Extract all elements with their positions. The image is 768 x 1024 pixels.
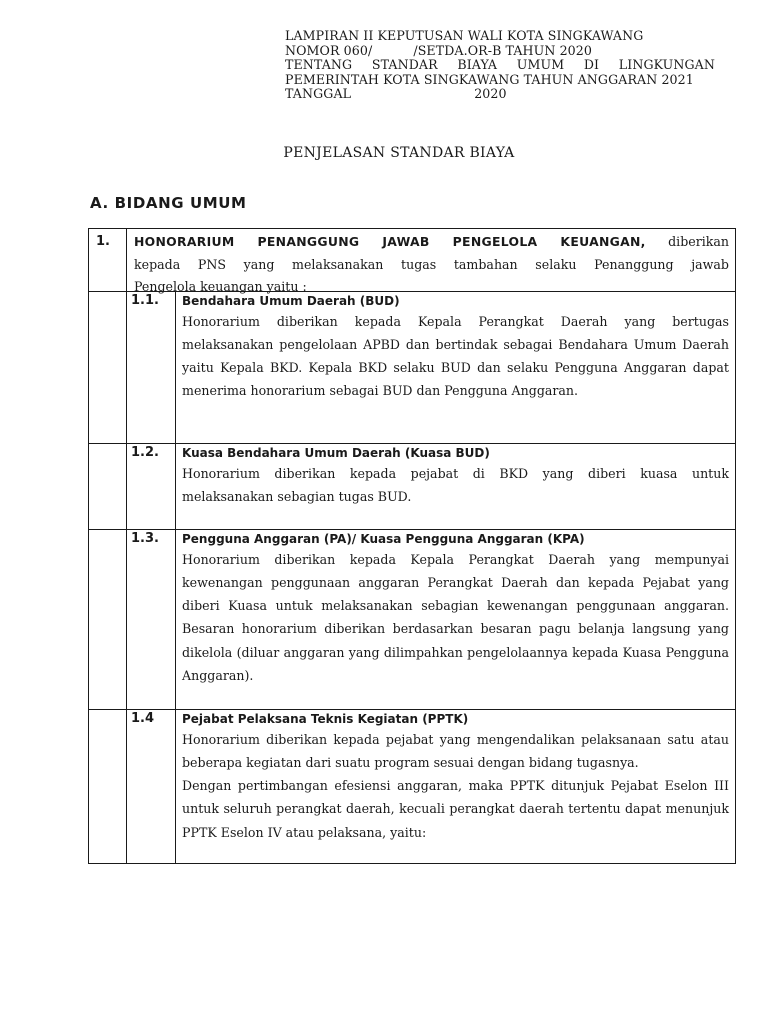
item-1-line-2: kepada PNS yang melaksanakan tugas tambahan selaku Penanggung jawab [134,257,729,273]
subitem-spacer [89,291,127,443]
subitem-row-1-1 [89,291,736,443]
subitem-number: 1.2. [127,443,176,529]
subitem-spacer [89,443,127,529]
subitem-spacer [89,709,127,863]
subitem-title: Pejabat Pelaksana Teknis Kegiatan (PPTK) [182,711,469,726]
item-1-line-3: Pengelola keuangan yaitu : [134,278,307,294]
subitem-title: Pengguna Anggaran (PA)/ Kuasa Pengguna Anggaran (KPA) [182,531,585,546]
header-line-1: LAMPIRAN II KEPUTUSAN WALI KOTA SINGKAWANG [285,28,644,43]
subitem-paragraph: Honorarium diberikan kepada pejabat di BKD yang diberi kuasa untuk melaksanakan sebagian tugas BUD. [182,465,729,504]
subitem-body [176,529,736,709]
decree-header [285,29,715,102]
subitem-body [176,443,736,529]
subitem-paragraph: Honorarium diberikan kepada Kepala Perangkat Daerah yang bertugas melaksanakan pengelolaan APBD dan bertindak sebagai Bendahara Umum Daerah yaitu Kepala BKD. Kepala BKD selaku BUD dan selaku Pengguna Anggaran dapat menerima honorarium sebagai BUD dan Pengguna Anggaran. [182,313,729,399]
subitem-body [176,709,736,863]
item-1-body [127,229,736,292]
subitem-row-1-2 [89,443,736,529]
subitem-title: Kuasa Bendahara Umum Daerah (Kuasa BUD) [182,445,490,460]
header-line-2: NOMOR 060/ /SETDA.OR-B TAHUN 2020 [285,42,593,58]
item-1-row [89,229,736,292]
item-1-line-1 [134,230,729,253]
item-1-number: 1. [89,229,127,292]
item-1-heading: HONORARIUM PENANGGUNG JAWAB PENGELOLA KEUANGAN, [134,234,646,249]
section-title: A. BIDANG UMUM [90,194,247,212]
document-title: PENJELASAN STANDAR BIAYA [283,145,515,161]
header-line-4: PEMERINTAH KOTA SINGKAWANG TAHUN ANGGARAN 2021 [285,71,694,87]
cost-standard-table [88,228,736,864]
subitem-row-1-4 [89,709,736,863]
subitem-spacer [89,529,127,709]
subitem-body [176,291,736,443]
subitem-row-1-3 [89,529,736,709]
item-1-heading-tail: diberikan [645,234,730,249]
subitem-number: 1.3. [127,529,176,709]
subitem-number: 1.4 [127,709,176,863]
header-line-3: TENTANG STANDAR BIAYA UMUM DI LINGKUNGAN [285,57,715,72]
subitem-paragraph: Honorarium diberikan kepada Kepala Perangkat Daerah yang mempunyai kewenangan penggunaan anggaran Perangkat Daerah dan kepada Pejabat yang diberi Kuasa untuk melaksanakan sebagian kewenangan penggunaan anggaran. Besaran honorarium diberikan berdasarkan besaran pagu belanja langsung yang dikelola (diluar anggaran yang dilimpahkan pengelolaannya kepada Kuasa Pengguna Anggaran). [182,551,729,684]
subitem-paragraph: Honorarium diberikan kepada pejabat yang mengendalikan pelaksanaan satu atau beberapa kegiatan dari suatu program sesuai dengan bidang tugasnya. [182,731,729,770]
subitem-paragraph: Dengan pertimbangan efesiensi anggaran, maka PPTK ditunjuk Pejabat Eselon III untuk seluruh perangkat daerah, kecuali perangkat daerah tertentu dapat menunjuk PPTK Eselon IV atau pelaksana, yaitu: [182,778,729,840]
subitem-title: Bendahara Umum Daerah (BUD) [182,293,400,308]
subitem-number: 1.1. [127,291,176,443]
header-line-5: TANGGAL 2020 [285,86,507,101]
